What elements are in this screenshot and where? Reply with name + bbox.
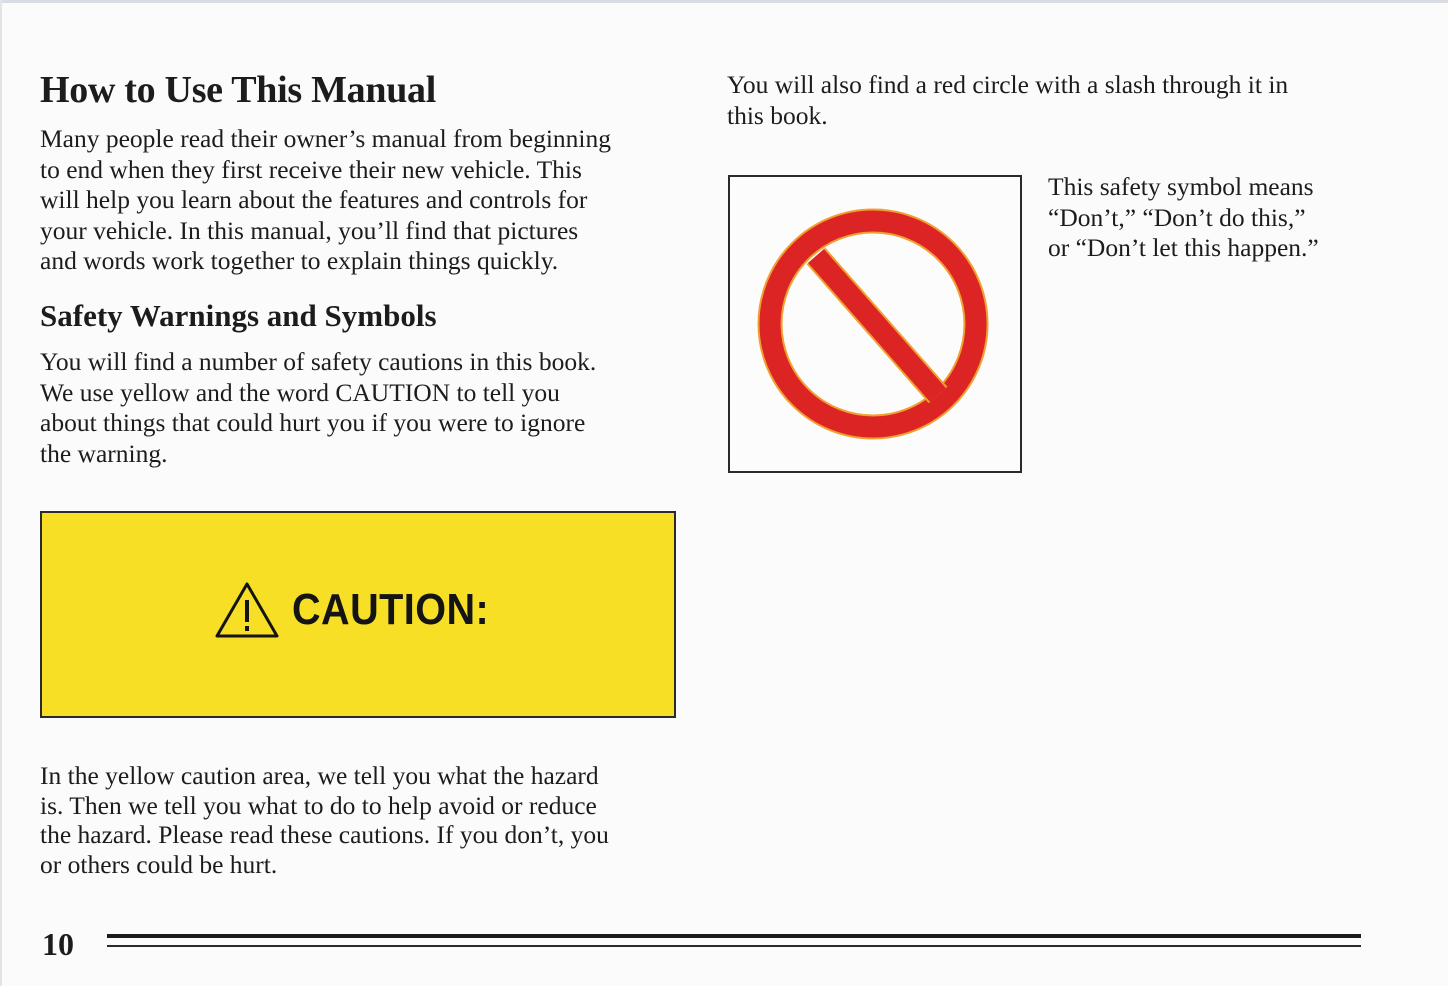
footer-rule bbox=[107, 934, 1361, 938]
prohibition-icon bbox=[756, 207, 990, 441]
caution-box bbox=[40, 511, 676, 718]
top-rule bbox=[0, 0, 1448, 3]
safety-paragraph: You will find a number of safety cautions in this book. We use yellow and the word CAUTION to tell you about things that could hurt you if you were to ignore the warning. bbox=[40, 347, 597, 468]
symbol-meaning: This safety symbol means “Don’t,” “Don’t do this,” or “Don’t let this happen.” bbox=[1048, 172, 1319, 262]
main-heading: How to Use This Manual bbox=[40, 69, 436, 111]
warning-triangle-icon bbox=[214, 580, 280, 640]
prohibition-symbol-box bbox=[728, 175, 1022, 473]
caution-heading bbox=[214, 580, 511, 640]
page-left-edge bbox=[0, 0, 2, 986]
caution-explanation: In the yellow caution area, we tell you what the hazard is. Then we tell you what to do to help avoid or reduce the hazard. Please read these cautions. If you don’t, you or others could be hurt. bbox=[40, 761, 609, 879]
caution-label: CAUTION: bbox=[292, 585, 490, 634]
intro-paragraph: Many people read their owner’s manual from beginning to end when they first receive their new vehicle. This will help you learn about the features and controls for your vehicle. In this manual, you’ll find that pictures and words work together to explain things quickly. bbox=[40, 124, 611, 275]
red-circle-paragraph: You will also find a red circle with a slash through it in this book. bbox=[727, 70, 1289, 130]
safety-heading: Safety Warnings and Symbols bbox=[40, 298, 437, 333]
page-number: 10 bbox=[42, 926, 74, 962]
footer-rule-thin bbox=[107, 945, 1361, 947]
